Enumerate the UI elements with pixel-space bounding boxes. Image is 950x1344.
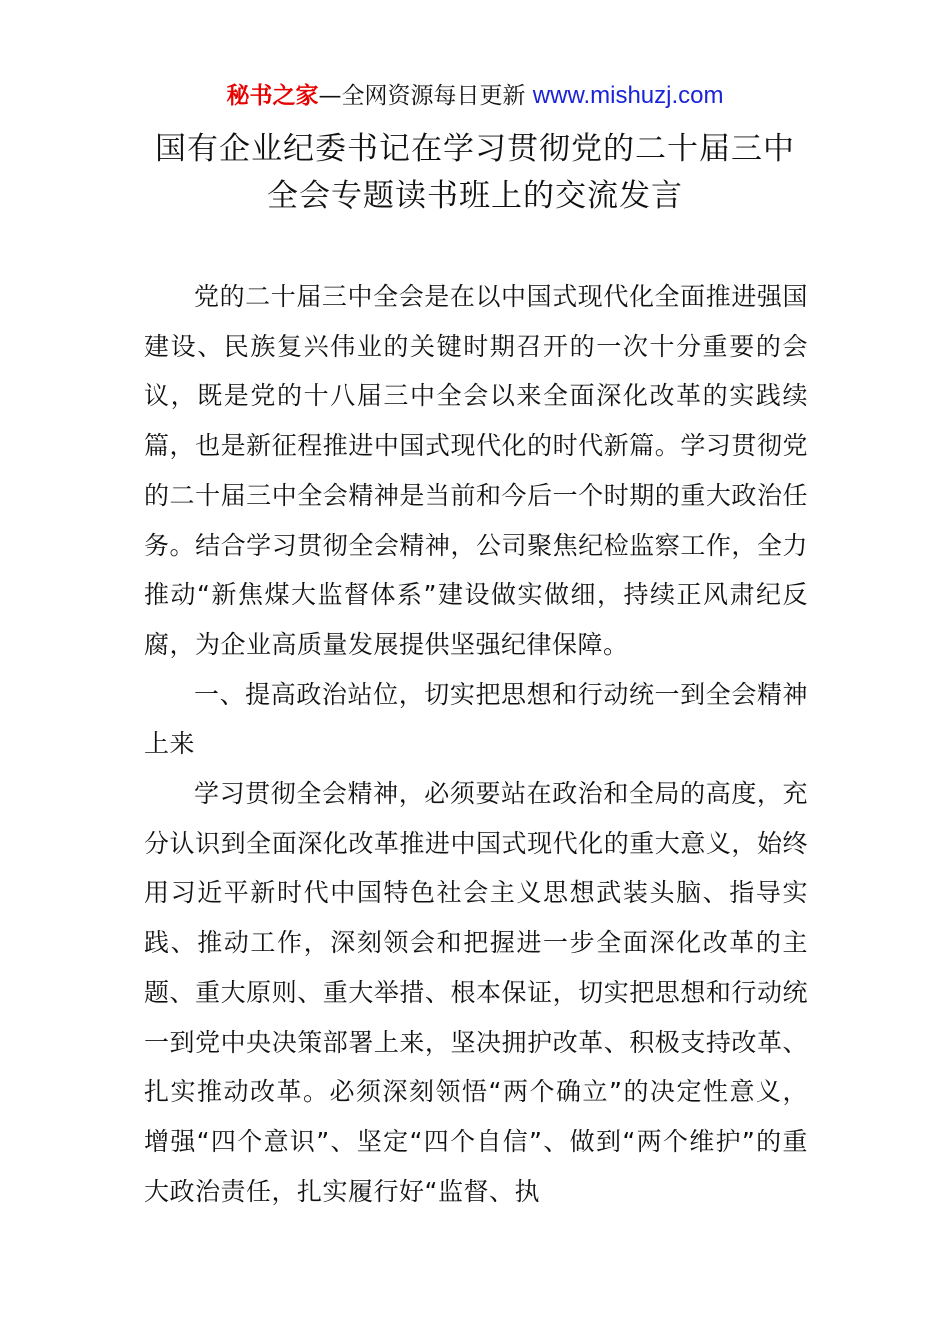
site-header-banner	[0, 80, 950, 112]
site-url-link[interactable]: www.mishuzj.com	[532, 82, 724, 109]
document-body	[144, 272, 808, 1216]
section-heading-1: 一、提高政治站位，切实把思想和行动统一到全会精神上来	[144, 679, 808, 759]
title-line-2: 全会专题读书班上的交流发言	[267, 178, 683, 214]
paragraph-intro: 党的二十届三中全会是在以中国式现代化全面推进强国建设、民族复兴伟业的关键时期召开的一次十分重要的会议，既是党的十八届三中全会以来全面深化改革的实践续篇，也是新征程推进中国式现代化的时代新篇。学习贯彻党的二十届三中全会精神是当前和今后一个时期的重大政治任务。结合学习贯彻全会精神，公司聚焦纪检监察工作，全力推动“新焦煤大监督体系”建设做实做细，持续正风肃纪反腐，为企业高质量发展提供坚强纪律保障。	[144, 282, 808, 659]
paragraph-section-1: 学习贯彻全会精神，必须要站在政治和全局的高度，充分认识到全面深化改革推进中国式现代化的重大意义，始终用习近平新时代中国特色社会主义思想武装头脑、指导实践、推动工作，深刻领会和把握进一步全面深化改革的主题、重大原则、重大举措、根本保证，切实把思想和行动统一到党中央决策部署上来，坚决拥护改革、积极支持改革、扎实推动改革。必须深刻领悟“两个确立”的决定性意义，增强“四个意识”、坚定“四个自信”、做到“两个维护”的重大政治责任，扎实履行好“监督、执	[144, 779, 808, 1206]
header-tagline: —全网资源每日更新	[318, 83, 533, 109]
brand-name: 秘书之家	[226, 83, 319, 109]
document-title	[0, 126, 950, 220]
title-line-1: 国有企业纪委书记在学习贯彻党的二十届三中	[155, 131, 795, 167]
